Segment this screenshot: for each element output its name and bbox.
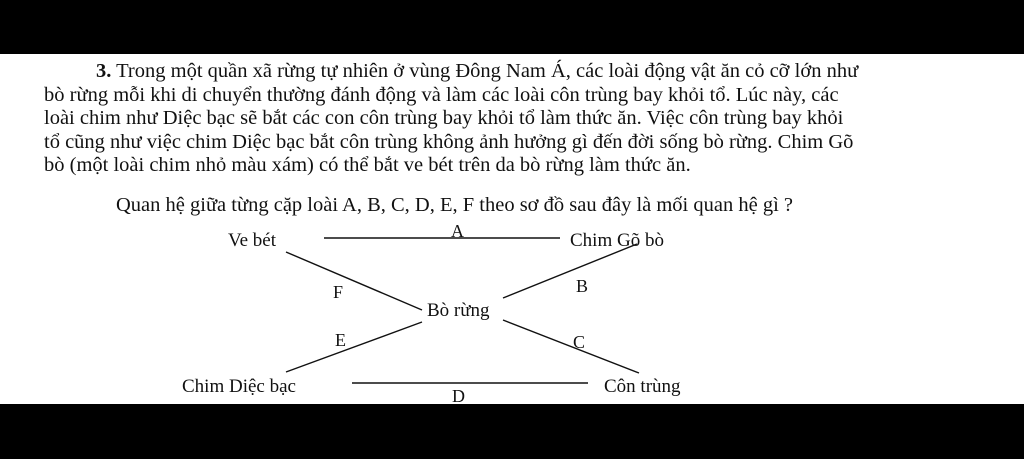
edge-label-a: A xyxy=(451,221,464,241)
node-ve-bet: Ve bét xyxy=(228,230,277,251)
paragraph-line-1: 3. Trong một quần xã rừng tự nhiên ở vùng Đông Nam Á, các loài động vật ăn cỏ cỡ lớn như xyxy=(96,60,859,82)
edge-line-c xyxy=(503,320,639,373)
edge-label-f: F xyxy=(333,282,344,302)
edge-label-d: D xyxy=(452,386,465,404)
paragraph-line-2: bò rừng mỗi khi di chuyển thường đánh động và làm các loài côn trùng bay khỏi tổ. Lúc này, các xyxy=(44,83,839,106)
question-text: Quan hệ giữa từng cặp loài A, B, C, D, E, F theo sơ đồ sau đây là mối quan hệ gì ? xyxy=(116,194,793,216)
diagram-lines xyxy=(0,54,1024,404)
edge-label-e: E xyxy=(335,330,346,350)
edge-label-b: B xyxy=(576,276,589,296)
edge-line-e xyxy=(286,322,422,372)
edge-label-c: C xyxy=(573,332,586,352)
node-chim-diec-bac: Chim Diệc bạc xyxy=(182,376,296,397)
node-con-trung: Côn trùng xyxy=(604,376,681,397)
node-chim-go-bo: Chim Gõ bò xyxy=(570,230,664,251)
node-bo-rung: Bò rừng xyxy=(427,300,490,321)
paragraph-line-5: bò (một loài chim nhỏ màu xám) có thể bắt ve bét trên da bò rừng làm thức ăn. xyxy=(44,154,691,176)
paragraph-line-4: tổ cũng như việc chim Diệc bạc bắt côn trùng không ảnh hưởng gì đến đời sống bò rừng. Chim Gõ xyxy=(44,130,854,153)
edge-line-b xyxy=(503,244,637,298)
problem-number: 3. xyxy=(96,60,112,82)
document-page xyxy=(0,54,1024,404)
edge-line-f xyxy=(286,252,422,310)
paragraph-line-3: loài chim như Diệc bạc sẽ bắt các con côn trùng bay khỏi tổ làm thức ăn. Việc côn trùng bay khỏi xyxy=(44,107,844,129)
